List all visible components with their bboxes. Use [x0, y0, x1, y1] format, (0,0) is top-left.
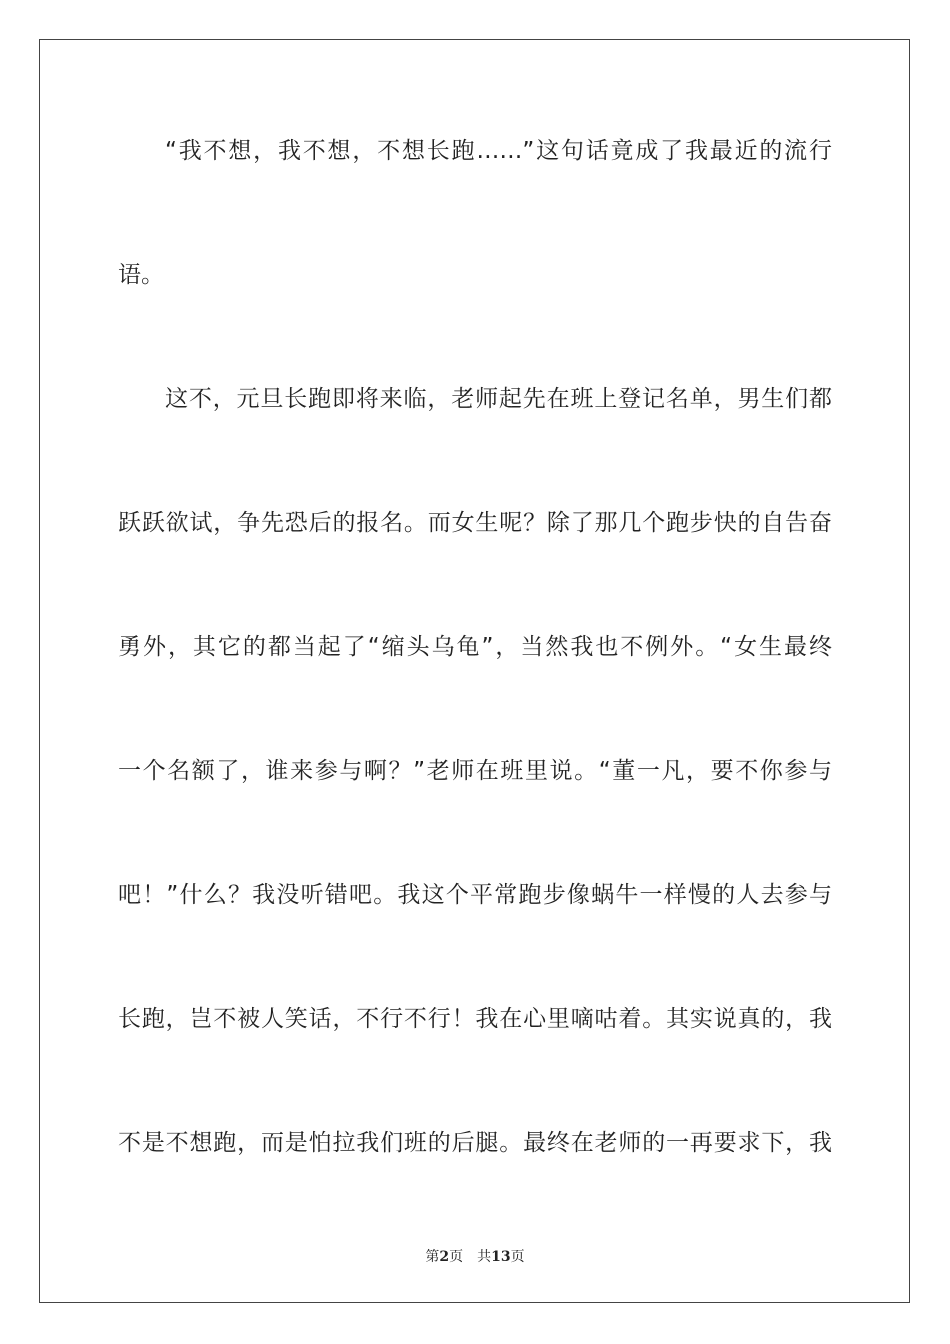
footer-total-unit: 页 [510, 1249, 525, 1265]
text-line-4: 跃跃欲试，争先恐后的报名。而女生呢？除了那几个跑步快的自告奋 [118, 510, 832, 536]
footer-page-total: 13 [491, 1249, 511, 1265]
footer-page-current: 2 [439, 1249, 450, 1265]
footer-page-unit: 页 [449, 1249, 464, 1265]
text-line-1: “我不想，我不想，不想长跑……”这句话竟成了我最近的流行 [165, 138, 832, 164]
footer-page-prefix: 第 [425, 1249, 440, 1265]
text-line-5: 勇外，其它的都当起了“缩头乌龟”，当然我也不例外。“女生最终 [118, 634, 832, 660]
text-line-8: 长跑，岂不被人笑话，不行不行！我在心里嘀咕着。其实说真的，我 [118, 1006, 832, 1032]
text-line-7: 吧！”什么？我没听错吧。我这个平常跑步像蜗牛一样慢的人去参与 [118, 882, 832, 908]
text-line-3: 这不，元旦长跑即将来临，老师起先在班上登记名单，男生们都 [165, 386, 832, 412]
page-border [39, 39, 910, 1303]
footer-total-prefix: 共 [477, 1249, 492, 1265]
text-line-9: 不是不想跑，而是怕拉我们班的后腿。最终在老师的一再要求下，我 [118, 1130, 832, 1156]
text-line-6: 一个名额了，谁来参与啊？”老师在班里说。“董一凡，要不你参与 [118, 758, 832, 784]
text-line-2: 语。 [118, 262, 164, 288]
page-footer [0, 1246, 950, 1266]
